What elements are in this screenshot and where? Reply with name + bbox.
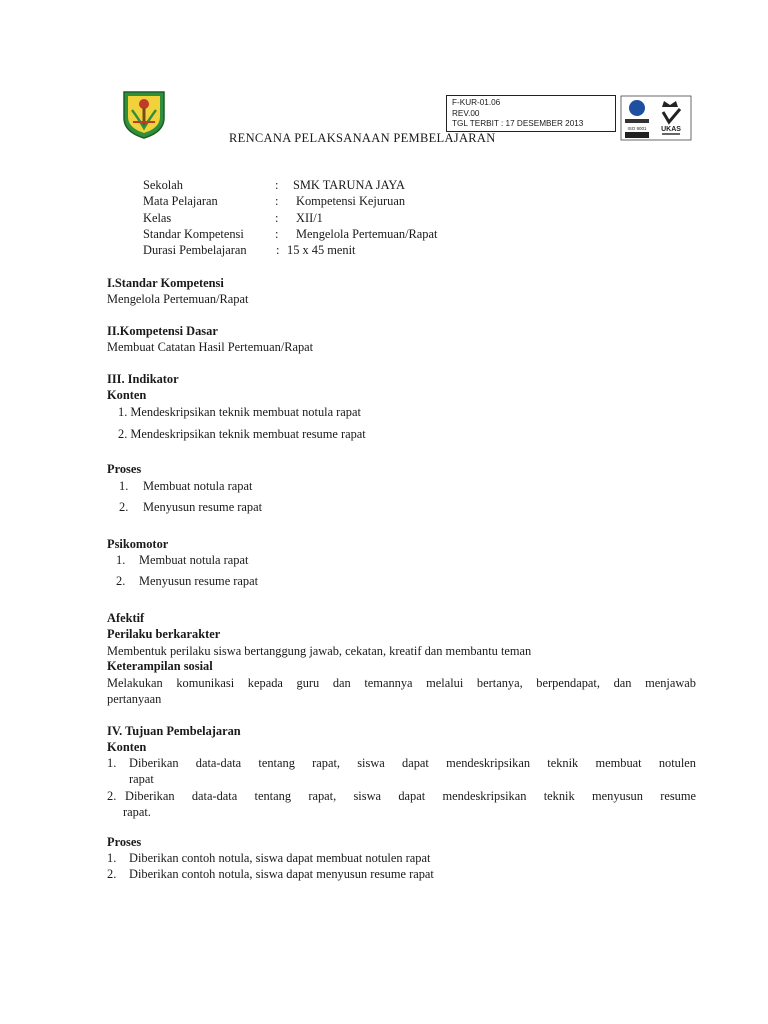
subheading-konten: Konten	[107, 740, 147, 754]
iso-label: ISO 9001	[627, 126, 647, 131]
info-colon: :	[275, 194, 279, 209]
info-key: Durasi Pembelajaran	[143, 243, 247, 258]
info-key: Kelas	[143, 210, 172, 225]
list-item-number: 2.	[107, 867, 117, 881]
section-heading: I.Standar Kompetensi	[107, 276, 224, 290]
page-title: RENCANA PELAKSANAAN PEMBELAJARAN	[229, 131, 496, 145]
list-item: Diberikan data-data tentang rapat, siswa dapat mendeskripsikan teknik membuat notulen	[129, 756, 696, 770]
info-key: Mata Pelajaran	[143, 194, 218, 209]
section-text: Mengelola Pertemuan/Rapat	[107, 292, 249, 306]
subheading-proses: Proses	[107, 835, 142, 849]
subheading-konten: Konten	[107, 388, 147, 402]
list-item: 2. Mendeskripsikan teknik membuat resume rapat	[118, 427, 366, 441]
list-item: Menyusun resume rapat	[143, 500, 263, 514]
doc-issue-date: TGL TERBIT : 17 DESEMBER 2013	[452, 119, 584, 128]
section-heading: II.Kompetensi Dasar	[107, 324, 218, 338]
info-value: Mengelola Pertemuan/Rapat	[296, 226, 438, 241]
info-key: Standar Kompetensi	[143, 226, 244, 241]
info-colon: :	[276, 243, 280, 258]
section-heading: III. Indikator	[107, 372, 179, 386]
list-item-number: 2.	[107, 789, 117, 803]
list-item-number: 1.	[119, 479, 129, 493]
list-item-number: 1.	[116, 553, 126, 567]
subheading-afektif: Afektif	[107, 611, 145, 625]
subheading-perilaku: Perilaku berkarakter	[107, 627, 221, 641]
list-item-continuation: rapat.	[123, 805, 151, 819]
list-item: Diberikan contoh notula, siswa dapat membuat notulen rapat	[129, 851, 431, 865]
paragraph-text: pertanyaan	[107, 692, 162, 706]
section-heading: IV. Tujuan Pembelajaran	[107, 724, 241, 738]
list-item: Diberikan data-data tentang rapat, siswa dapat mendeskripsikan teknik menyusun resume	[125, 789, 696, 803]
info-key: Sekolah	[143, 178, 183, 192]
info-value: SMK TARUNA JAYA	[293, 178, 405, 192]
info-colon: :	[275, 226, 279, 241]
subheading-keterampilan: Keterampilan sosial	[107, 659, 213, 673]
list-item: Menyusun resume rapat	[139, 574, 259, 588]
school-emblem-logo	[118, 88, 170, 140]
list-item-number: 2.	[119, 500, 129, 514]
paragraph-text: Melakukan komunikasi kepada guru dan temannya melalui bertanya, berpendapat, dan menjawab	[107, 676, 696, 690]
list-item: Membuat notula rapat	[143, 479, 253, 493]
info-colon: :	[275, 178, 279, 192]
doc-revision: REV.00	[452, 108, 480, 118]
list-item: Membuat notula rapat	[139, 553, 249, 567]
subheading-psikomotor: Psikomotor	[107, 537, 169, 551]
list-item-number: 1.	[107, 851, 117, 865]
ukas-label: UKAS	[661, 126, 681, 133]
document-info-box	[446, 95, 616, 132]
subheading-proses: Proses	[107, 462, 142, 476]
info-value: Kompetensi Kejuruan	[296, 194, 406, 209]
paragraph-text: Membentuk perilaku siswa bertanggung jawab, cekatan, kreatif dan membantu teman	[107, 644, 532, 658]
doc-code: F-KUR-01.06	[452, 98, 501, 107]
list-item: 1. Mendeskripsikan teknik membuat notula rapat	[118, 405, 361, 419]
list-item-number: 1.	[107, 756, 117, 770]
iso-ukas-certification-logo	[620, 95, 692, 141]
info-value: XII/1	[296, 210, 323, 225]
section-text: Membuat Catatan Hasil Pertemuan/Rapat	[107, 340, 314, 354]
list-item-continuation: rapat	[129, 772, 154, 786]
info-value: 15 x 45 menit	[287, 243, 356, 258]
info-colon: :	[275, 210, 279, 225]
list-item-number: 2.	[116, 574, 126, 588]
list-item: Diberikan contoh notula, siswa dapat menyusun resume rapat	[129, 867, 434, 881]
